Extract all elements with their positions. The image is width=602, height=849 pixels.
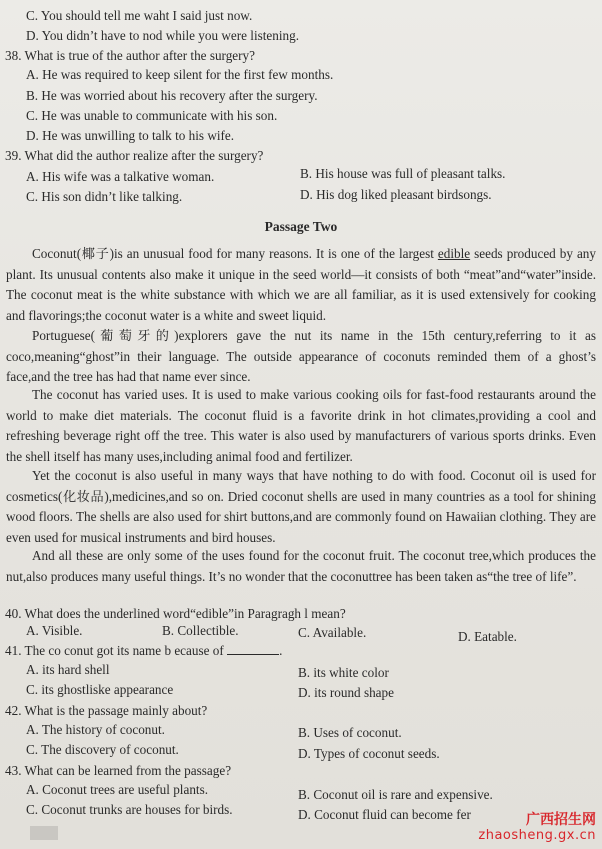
- question-41-stem-text: 41. The co conut got its name b ecause of: [5, 643, 228, 658]
- question-39-option-d: D. His dog liked pleasant birdsongs.: [300, 187, 492, 202]
- paragraph-1-rest: seeds produced by any plant. Its unusual contents also make it unique in the seed world—it consists of both “meat”and“water”inside. The coconut meat is the white substance with which we are all familiar, as it is used extensively for cooking and flavorings;the coconut water is a white and sweet liquid.: [6, 246, 596, 323]
- passage-title: Passage Two: [264, 219, 338, 234]
- question-41-stem-end: .: [279, 643, 283, 658]
- question-42-option-a: A. The history of coconut.: [26, 722, 165, 737]
- question-40-option-b: B. Collectible.: [162, 623, 239, 638]
- paragraph-1-start: Coconut(椰子)is an unusual food for many reasons. It is one of the largest: [32, 246, 438, 261]
- question-41-option-b: B. its white color: [298, 665, 389, 680]
- watermark-url: zhaosheng.gx.cn: [478, 828, 596, 843]
- question-39-option-b: B. His house was full of pleasant talks.: [300, 166, 506, 181]
- question-39-option-a: A. His wife was a talkative woman.: [26, 169, 215, 184]
- question-38-option-c: C. He was unable to communicate with his son.: [26, 108, 278, 123]
- question-39-option-c: C. His son didn’t like talking.: [26, 189, 183, 204]
- option-c-prev: C. You should tell me waht I said just now.: [26, 8, 253, 23]
- question-39-stem: 39. What did the author realize after the surgery?: [5, 148, 264, 163]
- question-38-option-b: B. He was worried about his recovery after the surgery.: [26, 88, 318, 103]
- question-41-stem: [5, 642, 282, 660]
- question-40-option-a: A. Visible.: [26, 623, 83, 638]
- question-43-option-b: B. Coconut oil is rare and expensive.: [298, 787, 493, 802]
- passage-paragraph-3: The coconut has varied uses. It is used to make various cooking oils for fast-food restaurants around the world to make diet materials. The coconut fluid is a favorite drink in hot climates,providing a cool and refreshing beverage right off the tree. This water is also used by manufacturers of various sports drinks. Even the shell itself has many uses,including animal food and fertilizer.: [6, 387, 596, 464]
- question-38-option-a: A. He was required to keep silent for the first few months.: [26, 67, 334, 82]
- question-42-option-c: C. The discovery of coconut.: [26, 742, 179, 757]
- question-43-option-a: A. Coconut trees are useful plants.: [26, 782, 209, 797]
- question-43-option-d: D. Coconut fluid can become fer: [298, 807, 471, 822]
- question-41-option-d: D. its round shape: [298, 685, 394, 700]
- site-watermark: [478, 812, 596, 843]
- question-40-option-d: D. Eatable.: [458, 629, 517, 644]
- passage-paragraph-4: Yet the coconut is also useful in many ways that have nothing to do with food. Coconut oil is used for cosmetics(化妆品),medicines,and so on. Dried coconut shells are used in many countries as a tool for shining wood floors. The shells are also used for shirt buttons,and are commonly found on Hawaiian clothing. They are even used for musical instruments and bird houses.: [6, 468, 596, 545]
- passage-paragraph-2: Portuguese(葡萄牙的)explorers gave the nut its name in the 15th century,referring to it as coco,meaning“ghost”in their language. The outside appearance of coconuts reminded them of a ghost’s face,and the tree has had that name ever since.: [6, 328, 596, 384]
- question-41-option-c: C. its ghostliske appearance: [26, 682, 174, 697]
- watermark-site-name: 广西招生网: [526, 812, 596, 828]
- question-43-option-c: C. Coconut trunks are houses for birds.: [26, 802, 233, 817]
- question-40-stem: 40. What does the underlined word“edible”in Paragragh l mean?: [5, 606, 346, 621]
- underlined-word-edible: edible: [437, 246, 471, 261]
- question-42-option-b: B. Uses of coconut.: [298, 725, 402, 740]
- passage-paragraph-5: And all these are only some of the uses found for the coconut fruit. The coconut tree,which produces the nut,also produces many useful things. It’s no wonder that the coconuttree has been taken as“the tree of life”.: [6, 548, 596, 584]
- question-41-option-a: A. its hard shell: [26, 662, 110, 677]
- passage-paragraph-1: [6, 244, 596, 326]
- question-38-stem: 38. What is true of the author after the surgery?: [5, 48, 255, 63]
- option-d-prev: D. You didn’t have to nod while you were listening.: [26, 28, 300, 43]
- question-38-option-d: D. He was unwilling to talk to his wife.: [26, 128, 235, 143]
- question-42-option-d: D. Types of coconut seeds.: [298, 746, 440, 761]
- question-42-stem: 42. What is the passage mainly about?: [5, 703, 208, 718]
- question-40-option-c: C. Available.: [298, 625, 367, 640]
- scan-smudge: [30, 826, 58, 840]
- answer-blank: [227, 642, 279, 655]
- question-43-stem: 43. What can be learned from the passage?: [5, 763, 232, 778]
